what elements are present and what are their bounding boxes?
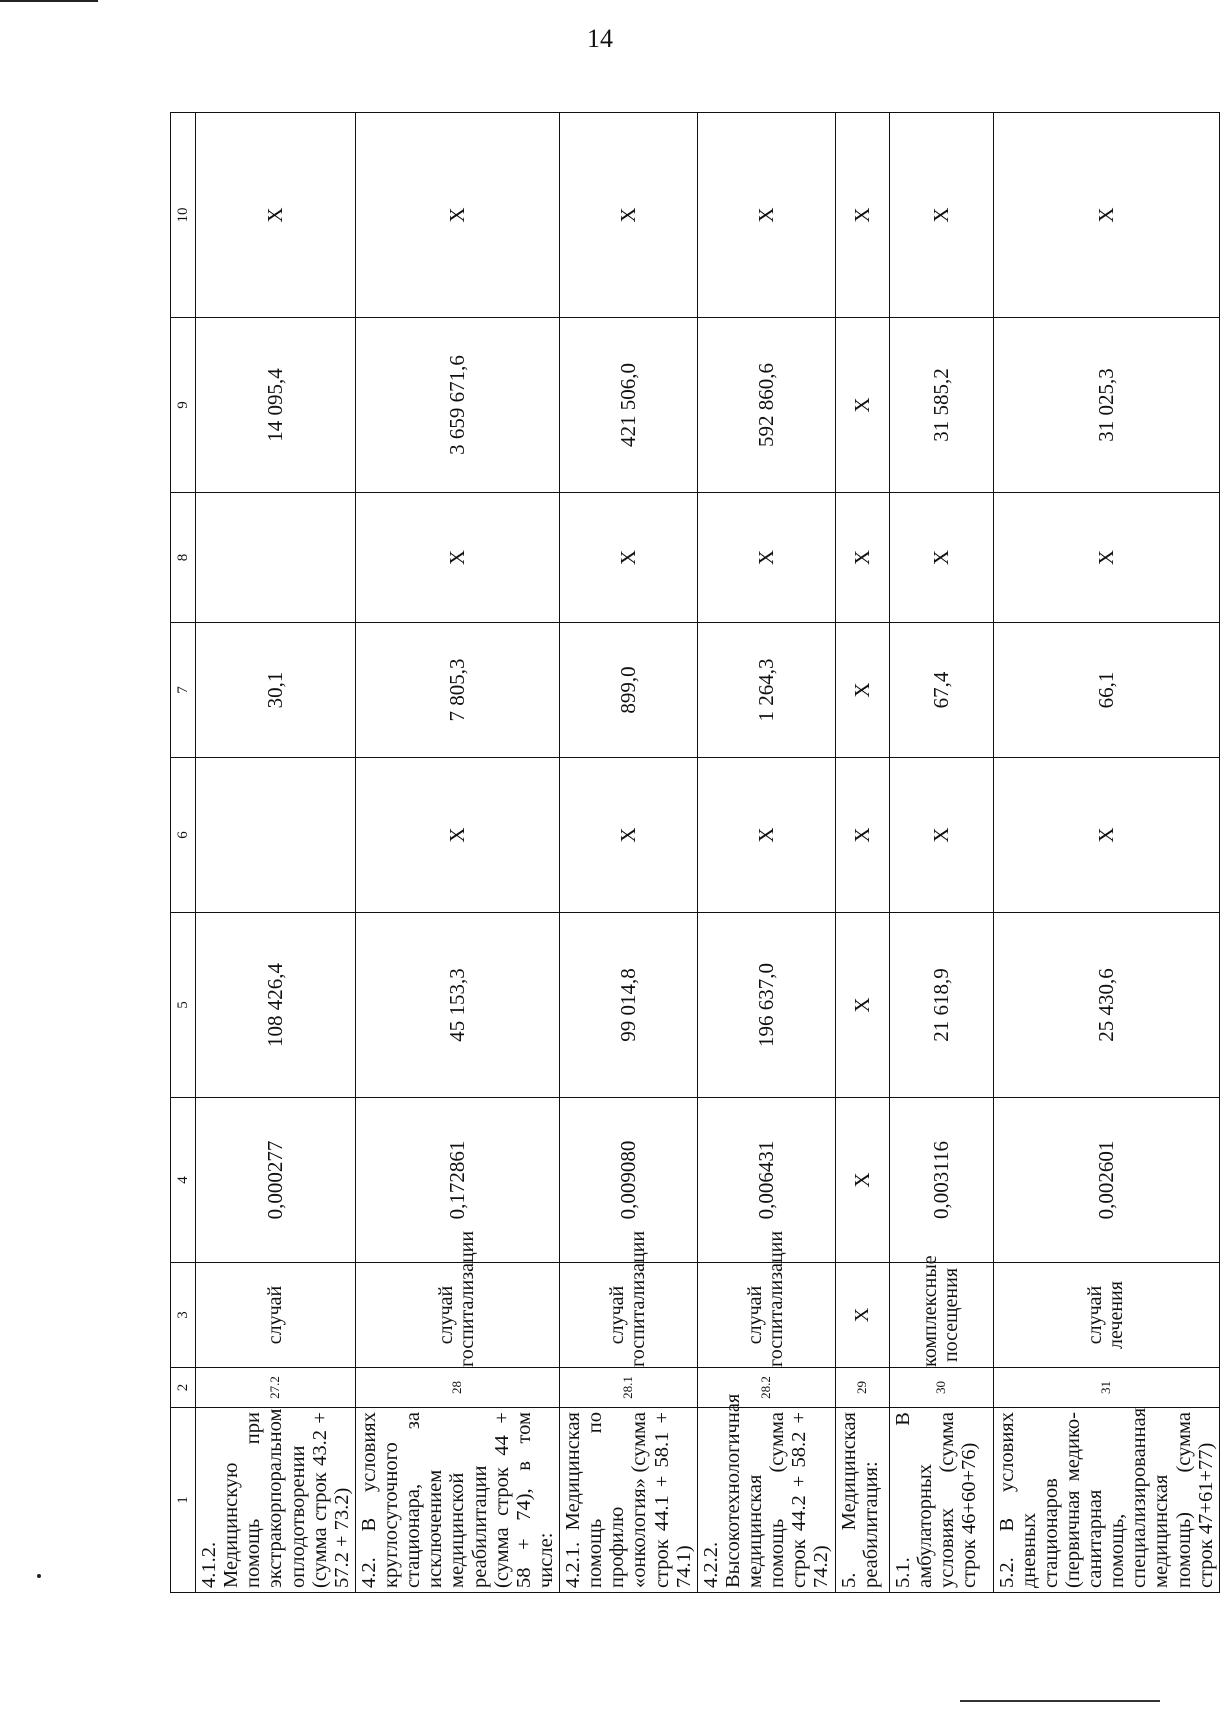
header-cell: 1 <box>171 1408 196 1593</box>
cell-col10: X <box>993 113 1219 318</box>
cell-col4: 0,172861 <box>355 1098 559 1263</box>
cell-col6: X <box>993 758 1219 913</box>
header-cell: 8 <box>171 493 196 623</box>
cell-col8 <box>196 493 356 623</box>
cell-col4: 0,009080 <box>560 1098 698 1263</box>
cell-col4: 0,003116 <box>889 1098 993 1263</box>
row-description: 5.1. В амбулаторных условиях (сумма строк 46+60+76) <box>889 1408 993 1593</box>
cell-col6 <box>196 758 356 913</box>
cell-col8: X <box>355 493 559 623</box>
cell-col5: X <box>835 913 889 1098</box>
header-cell: 4 <box>171 1098 196 1263</box>
cell-col4: X <box>835 1098 889 1263</box>
cell-col8: X <box>889 493 993 623</box>
unit-cell: комплексные посещения <box>889 1263 993 1368</box>
cell-col7: 1 264,3 <box>697 623 835 758</box>
cell-col5: 108 426,4 <box>196 913 356 1098</box>
cell-col5: 99 014,8 <box>560 913 698 1098</box>
cell-col6: X <box>697 758 835 913</box>
unit-cell: случай госпитализации <box>560 1263 698 1368</box>
unit-cell: случай <box>196 1263 356 1368</box>
table-row <box>889 113 993 1593</box>
cell-col5: 45 153,3 <box>355 913 559 1098</box>
header-cell: 2 <box>171 1368 196 1408</box>
header-cell: 6 <box>171 758 196 913</box>
row-description: 4.2.1. Медицинская помощь по профилю «онкология» (сумма строк 44.1 + 58.1 + 74.1) <box>560 1408 698 1593</box>
cell-col6: X <box>560 758 698 913</box>
data-table <box>170 112 1220 1593</box>
cell-col7: 899,0 <box>560 623 698 758</box>
unit-cell: случай госпитализации <box>355 1263 559 1368</box>
cell-col4: 0,002601 <box>993 1098 1219 1263</box>
row-number: 28.2 <box>697 1368 835 1408</box>
header-row <box>171 113 196 1593</box>
cell-col8: X <box>697 493 835 623</box>
table-row <box>835 113 889 1593</box>
cell-col7: 30,1 <box>196 623 356 758</box>
unit-cell: случай лечения <box>993 1263 1219 1368</box>
row-description: 5.2. В условиях дневных стационаров (первичная медико-санитарная помощь, специализированная медицинская помощь) (сумма строк 47+61+77) <box>993 1408 1219 1593</box>
header-cell: 9 <box>171 318 196 493</box>
cell-col5: 25 430,6 <box>993 913 1219 1098</box>
row-number: 28 <box>355 1368 559 1408</box>
cell-col8: X <box>835 493 889 623</box>
cell-col7: 67,4 <box>889 623 993 758</box>
cell-col5: 196 637,0 <box>697 913 835 1098</box>
cell-col6: X <box>889 758 993 913</box>
scan-dot <box>37 1574 41 1578</box>
table-row <box>560 113 698 1593</box>
cell-col9: 14 095,4 <box>196 318 356 493</box>
cell-col4: 0,006431 <box>697 1098 835 1263</box>
cell-col7: 7 805,3 <box>355 623 559 758</box>
table-row <box>697 113 835 1593</box>
cell-col6: X <box>835 758 889 913</box>
row-number: 27.2 <box>196 1368 356 1408</box>
cell-col8: X <box>993 493 1219 623</box>
table-row <box>355 113 559 1593</box>
table-row <box>196 113 356 1593</box>
cell-col9: 592 860,6 <box>697 318 835 493</box>
cell-col8: X <box>560 493 698 623</box>
cell-col7: X <box>835 623 889 758</box>
cell-col5: 21 618,9 <box>889 913 993 1098</box>
cell-col9: 31 585,2 <box>889 318 993 493</box>
row-number: 29 <box>835 1368 889 1408</box>
table-rotated-wrapper <box>170 113 1217 1593</box>
row-description: 4.2. В условиях круглосуточного стационара, за исключением медицинской реабилитации (сумма строк 44 + 58 + 74), в том числе: <box>355 1408 559 1593</box>
cell-col10: X <box>560 113 698 318</box>
cell-col9: X <box>835 318 889 493</box>
header-cell: 3 <box>171 1263 196 1368</box>
cell-col10: X <box>835 113 889 318</box>
page-number: 14 <box>587 24 613 53</box>
header-cell: 7 <box>171 623 196 758</box>
unit-cell: случай госпитализации <box>697 1263 835 1368</box>
cell-col6: X <box>355 758 559 913</box>
scan-mark-top <box>0 0 98 2</box>
row-number: 31 <box>993 1368 1219 1408</box>
table-row <box>993 113 1219 1593</box>
unit-cell: X <box>835 1263 889 1368</box>
scan-line-bottom <box>960 1700 1160 1702</box>
cell-col4: 0,000277 <box>196 1098 356 1263</box>
cell-col9: 421 506,0 <box>560 318 698 493</box>
cell-col10: X <box>889 113 993 318</box>
cell-col9: 3 659 671,6 <box>355 318 559 493</box>
cell-col9: 31 025,3 <box>993 318 1219 493</box>
cell-col7: 66,1 <box>993 623 1219 758</box>
row-description: 4.1.2. Медицинскую помощь при экстракорпоральном оплодотворении (сумма строк 43.2 + 57.2 + 73.2) <box>196 1408 356 1593</box>
row-number: 30 <box>889 1368 993 1408</box>
header-cell: 5 <box>171 913 196 1098</box>
row-description: 4.2.2. Высокотехнологичная медицинская помощь (сумма строк 44.2 + 58.2 + 74.2) <box>697 1408 835 1593</box>
cell-col10: X <box>196 113 356 318</box>
header-cell: 10 <box>171 113 196 318</box>
cell-col10: X <box>355 113 559 318</box>
cell-col10: X <box>697 113 835 318</box>
row-number: 28.1 <box>560 1368 698 1408</box>
row-description: 5. Медицинская реабилитация: <box>835 1408 889 1593</box>
